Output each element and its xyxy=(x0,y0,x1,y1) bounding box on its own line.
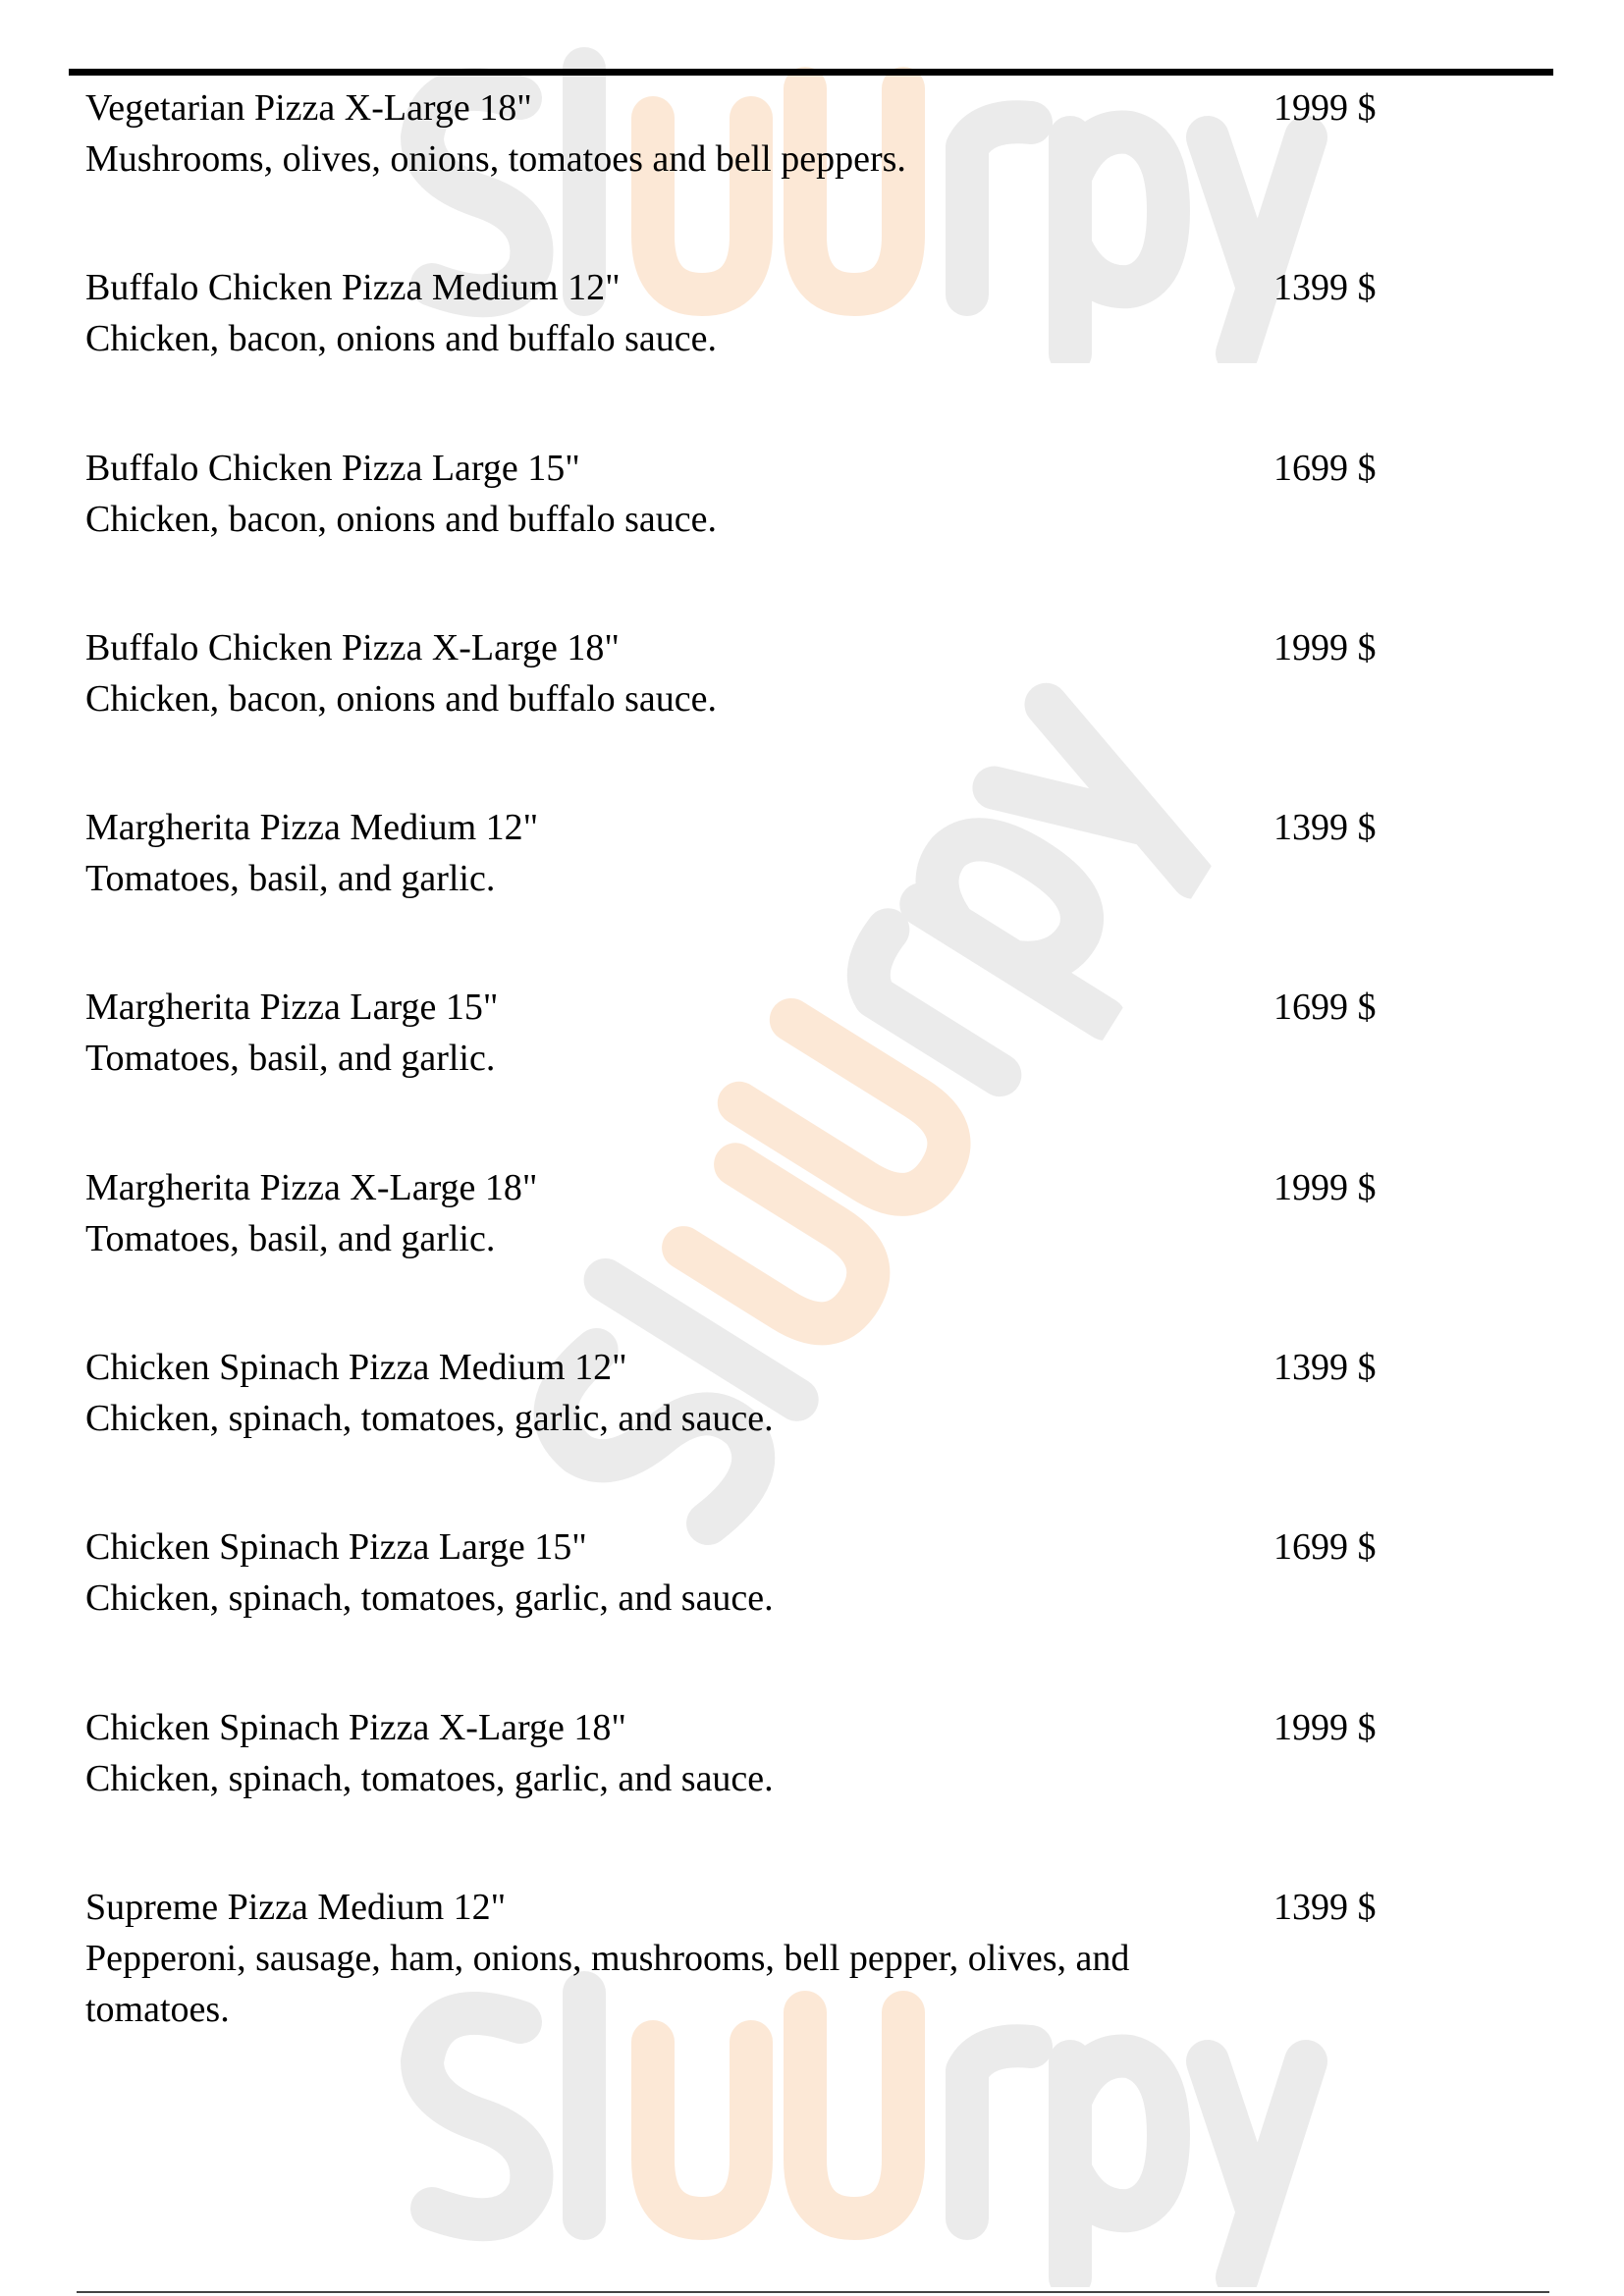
item-price: 1699 $ xyxy=(1273,447,1377,489)
item-description: Mushrooms, olives, onions, tomatoes and bell peppers. xyxy=(85,138,906,180)
item-description: Pepperoni, sausage, ham, onions, mushrooms, bell pepper, olives, and tomatoes. xyxy=(85,1937,1130,2030)
item-title: Margherita Pizza X-Large 18" xyxy=(85,1166,538,1208)
item-title: Chicken Spinach Pizza X-Large 18" xyxy=(85,1706,626,1748)
item-price: 1699 $ xyxy=(1273,1526,1377,1569)
item-price: 1999 $ xyxy=(1273,1706,1377,1748)
top-divider xyxy=(69,69,1553,76)
item-price: 1399 $ xyxy=(1273,1347,1377,1389)
bottom-divider xyxy=(77,2291,1549,2293)
item-title: Vegetarian Pizza X-Large 18" xyxy=(85,87,532,129)
item-title: Margherita Pizza Medium 12" xyxy=(85,807,539,849)
item-title: Buffalo Chicken Pizza Medium 12" xyxy=(85,267,621,309)
item-description: Chicken, spinach, tomatoes, garlic, and sauce. xyxy=(85,1757,774,1799)
menu-item xyxy=(85,1702,1539,1882)
item-description: Tomatoes, basil, and garlic. xyxy=(85,1217,496,1259)
menu-item xyxy=(85,622,1539,802)
menu-item xyxy=(85,82,1539,262)
menu-item xyxy=(85,1882,1539,2061)
item-price: 1699 $ xyxy=(1273,987,1377,1029)
item-description: Chicken, bacon, onions and buffalo sauce. xyxy=(85,498,718,540)
item-price: 1999 $ xyxy=(1273,626,1377,668)
item-price: 1999 $ xyxy=(1273,1166,1377,1208)
item-description: Chicken, spinach, tomatoes, garlic, and sauce. xyxy=(85,1398,774,1440)
menu-item xyxy=(85,802,1539,982)
item-price: 1399 $ xyxy=(1273,1886,1377,1928)
item-description: Chicken, bacon, onions and buffalo sauce. xyxy=(85,677,718,720)
item-price: 1999 $ xyxy=(1273,87,1377,129)
item-title: Chicken Spinach Pizza Medium 12" xyxy=(85,1347,627,1389)
item-description: Tomatoes, basil, and garlic. xyxy=(85,858,496,900)
menu-list xyxy=(85,82,1539,2061)
item-price: 1399 $ xyxy=(1273,267,1377,309)
item-description: Chicken, spinach, tomatoes, garlic, and sauce. xyxy=(85,1577,774,1620)
menu-item xyxy=(85,982,1539,1161)
item-description: Tomatoes, basil, and garlic. xyxy=(85,1038,496,1080)
item-price: 1399 $ xyxy=(1273,807,1377,849)
menu-item xyxy=(85,1342,1539,1522)
item-title: Supreme Pizza Medium 12" xyxy=(85,1886,507,1928)
menu-item xyxy=(85,1522,1539,1701)
item-description: Chicken, bacon, onions and buffalo sauce. xyxy=(85,318,718,360)
item-title: Buffalo Chicken Pizza Large 15" xyxy=(85,447,580,489)
menu-item xyxy=(85,1162,1539,1342)
item-title: Chicken Spinach Pizza Large 15" xyxy=(85,1526,587,1569)
item-title: Margherita Pizza Large 15" xyxy=(85,987,499,1029)
item-title: Buffalo Chicken Pizza X-Large 18" xyxy=(85,626,620,668)
menu-item xyxy=(85,443,1539,622)
menu-item xyxy=(85,262,1539,442)
